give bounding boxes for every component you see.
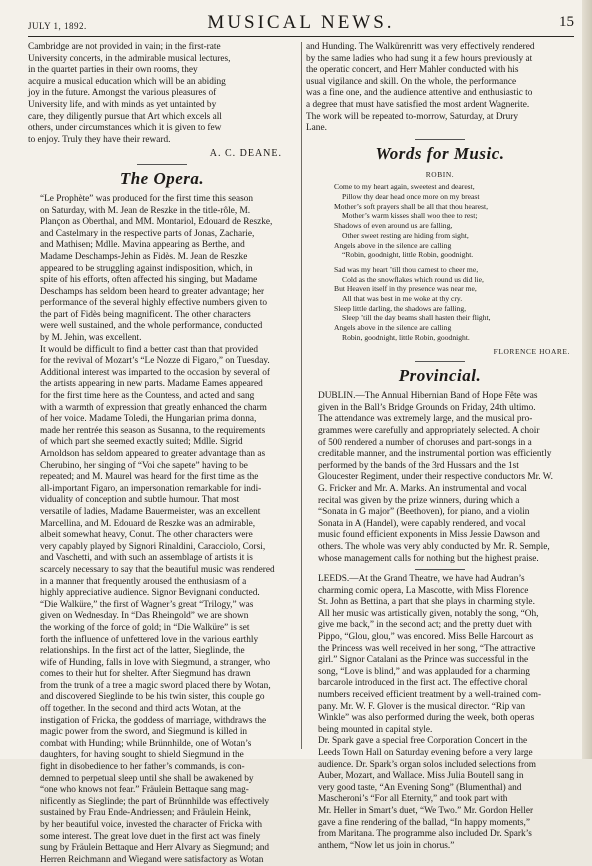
text-line: recital was given by the prize winners, during which a [318,495,520,506]
poem-line: All that was best in me woke at thy cry. [342,294,463,304]
opera-paragraph-prophete [28,194,296,345]
article-signature: A. C. DEANE. [209,148,282,160]
text-line: Cambridge are not provided in vain; in the first-rate [28,42,221,52]
text-line: whose management calls for nothing but the highest praise. [318,553,539,564]
page-header [28,8,574,37]
text-line: very good taste, “An Evening Song” (Blumenthal) and [318,782,522,793]
text-line: and Mathisen; Mdlle. Mavina appearing as Berthe, and [40,240,245,251]
section-separator [137,164,187,165]
text-line: DUBLIN.—The Annual Hibernian Band of Hope Fête was [318,391,538,402]
text-line: fight in disobedience to her father’s commands, is con- [40,762,245,773]
text-line: wife of Hunding, falls in love with Siegmund, a stranger, who [40,657,271,668]
poem-stanza [334,265,574,343]
poem-line: Angels above in the silence are calling [334,240,452,250]
text-line: very capably played by Signori Rinaldini, Caracciolo, Corsi, [40,541,266,552]
words-for-music-heading: Words for Music. [375,143,505,163]
masthead-title: MUSICAL NEWS. [207,12,395,33]
text-line: Cherubino, her singing of “Voi che sapete” having to be [40,460,248,471]
text-line: albeit somewhat heavy, Conut. The other characters were [40,530,253,541]
text-line: University concerts, in the admirable musical lectures, [28,53,231,64]
text-line: Winkle” was also performed during the week, both operas [318,713,535,724]
text-line: off together. In the second and third acts Wotan, at the [40,704,241,715]
text-line: others, under circumstances which it is given to few [28,123,222,134]
poem-line: “Robin, goodnight, little Robin, goodnight. [342,250,474,260]
text-line: and Hunding. The Walkürenritt was very effectively rendered [306,42,535,52]
poem-line: Mother’s soft prayers shall be all that thou hearest, [334,201,489,211]
text-line: The work will be repeated to-morrow, Saturday, at Drury [306,111,519,122]
text-line: performed by the bands of the 3rd Hussars and the 1st [318,460,519,471]
text-line: usual vigilance and skill. On the whole, the performance [306,76,517,87]
text-line: “one who knows not fear.” Fräulein Bettaque sang mag- [40,785,249,796]
text-line: girl.” Signor Catalani as the Prince was successful in the [318,655,529,666]
text-line: All her music was artistically given, notably the song, “Oh, [318,608,539,619]
right-column [306,42,574,851]
text-line: on Saturday, with M. Jean de Reszke in the title-rôle, M. [40,205,251,216]
text-line: to enjoy. Truly they have their reward. [28,134,171,145]
text-line: St. John as Bettina, a part that she plays in charming style. [318,597,535,608]
text-line: the Princess was well received in her song, “The attractive [318,643,536,654]
text-line: magic power from the sword, and Siegmund is killed in [40,727,248,738]
text-line: “Sonata in G major” (Beethoven), for piano, and a violin [318,507,530,518]
leeds-paragraph [306,574,574,736]
text-line: given on Wednesday. In “Das Rheingold” we are shown [40,611,249,622]
text-line: Auber, Mozart, and Wallace. Miss Julia Boutell sang in [318,771,524,782]
text-line: creditable manner, and the instrumental portion was efficiently [318,449,552,460]
text-line: audience. Dr. Spark’s organ solos included selections from [318,759,536,770]
left-column [28,42,296,865]
dublin-paragraph [306,391,574,565]
text-line: the operatic concert, and Herr Mahler conducted with his [306,65,519,76]
opera-heading: The Opera. [119,168,205,188]
text-line: Mascheroni’s “For all Eternity,” and took part with [318,794,508,805]
text-line: Arnoldson has seldom appeared to greater advantage than as [40,449,266,459]
text-line: Herren Reichmann and Wiegand were satisfactory as Wotan [40,854,264,865]
poem-line: Pillow thy dear head once more on my breast [342,192,480,202]
text-line: “Die Walküre,” the first of Wagner’s great “Trilogy,” was [40,599,254,610]
text-line: from Maritana. The programme also included Dr. Spark’s [318,829,532,840]
text-line: gave a fine rendering of the ballad, “In happy moments,” [318,817,530,828]
text-line: Sonata in A (Handel), were capably rendered, and vocal [318,518,526,529]
text-line: from the trunk of a tree a magic sword placed there by Wotan, [40,680,271,691]
text-line: others. The whole was very ably conducted by Mr. R. Semple, [318,541,550,552]
page-number: 15 [559,14,574,30]
text-line: acquire a musical education which will be an abiding [28,76,226,87]
text-line: Pippo, “Glou, glou,” was encored. Miss Belle Harcourt as [318,632,534,643]
text-line: of her voice. Madame Toledi, the Hungarian prima donna, [40,414,257,425]
page-binding-edge [582,0,592,759]
text-line: give me back,” in the second act; and the pretty duet with [318,620,532,631]
text-line: demned to perpetual sleep until she shall be awakened by [40,773,254,784]
spark-concert-paragraph [306,736,574,852]
text-line: and Castelmary in the respective parts of Jonas, Zacharie, [40,228,255,239]
text-line: sung by Fräulein Bettaque and Herr Alvary as Siegmund; and [40,843,270,854]
text-line: sustained by Frau Ende-Andriessen; and Fräulein Heink, [40,808,251,819]
text-line: Deschamps has seldom been heard to greater advantage; her [40,286,265,297]
university-paragraph [28,42,296,146]
text-line: music found efficient exponents in Miss Jessie Dawson and [318,530,540,541]
text-line: instigation of Fricka, the goddess of marriage, withdraws the [40,715,267,726]
text-line: were well sustained, and the whole performance, conducted [40,321,263,332]
section-separator [415,569,465,570]
text-line: barcarole introduced in the first act. The effective choral [318,678,528,689]
text-line: University life, and with minds as yet untainted by [28,99,217,110]
poem-stanza [334,182,574,260]
text-line: Mr. Heller in Smart’s duet, “We Two.” Mr. Gordon Heller [318,805,534,816]
text-line: charming comic opera, La Mascotte, with Miss Florence [318,585,529,596]
text-line: of 500 rendered a number of choruses and part-songs in a [318,437,532,448]
poem-signature: FLORENCE HOARE. [493,346,570,356]
section-separator [415,139,465,140]
text-line: some interest. The great love duet in the first act was finely [40,831,261,842]
text-line: anthem, “Now let us join in chorus.” [318,840,455,851]
text-line: The attendance was extremely large, and the musical pro- [318,414,533,425]
text-line: for the first time here as the Countess, and acted and sang [40,391,255,402]
text-line: forth the influence of unfettered love in the various earthly [40,634,259,645]
text-line: by her beautiful voice, invested the character of Fricka with [40,820,263,830]
column-divider [301,42,302,749]
text-line: the artists appearing in new parts. Madame Eames appeared [40,379,263,390]
text-line: G. Fricker and Mr. A. Marks. An instrumental and vocal [318,483,527,494]
poem-line: Come to my heart again, sweetest and dearest, [334,182,475,192]
opera-continued-paragraph [306,42,574,135]
text-line: relationships. In the first act of the latter, Sieglinde, the [40,646,245,657]
text-line: care, they diligently pursue that Art which excels all [28,111,222,122]
poem-line: Sleep ’till the day beams shall hasten their flight, [342,313,491,323]
text-line: joy in the future. Amongst the various pleasures of [28,88,217,99]
text-line: in a manner that frequently aroused the enthusiasm of a [40,576,247,587]
text-line: Additional interest was imparted to the occasion by several of [40,367,271,378]
text-line: Lane. [306,123,327,134]
text-line: Plançon as Oberthal, and MM. Montariol, Edouard de Reszke, [40,217,273,228]
text-line: of which part she seemed exactly suited; Mdlle. Sigrid [40,437,243,448]
text-line: made her rentrée this season as Susanna, to the requirements [40,425,266,436]
poem [334,182,574,342]
text-line: combat with Hunding; while Brünnhilde, one of Wotan’s [40,738,252,749]
poem-line: Angels above in the silence are calling [334,323,452,333]
text-line: comes to their hut for shelter. After Siegmund has drawn [40,669,251,680]
text-line: Marcellina, and M. Edouard de Reszke was an admirable, [40,518,256,529]
text-line: a degree that must have satisfied the most ardent Wagnerite. [306,99,530,110]
text-line: and discovered Sieglinde to be his twin sister, this couple go [40,692,265,703]
text-line: the working of the force of gold; in “Die Walküre” is set [40,622,250,633]
text-line: by M. Jehin, was excellent. [40,333,142,344]
text-line: all-important Figaro, an impersonation remarkable for indi- [40,483,262,494]
text-line: given in the Ball’s Bridge Grounds on Friday, 24th ultimo. [318,402,536,413]
text-line: grammes were carefully and appropriately selected. A choir [318,425,540,436]
text-line: song, “Love is blind,” and was applauded for a charming [318,666,530,677]
text-line: Dr. Spark gave a special free Corporation Concert in the [318,736,528,747]
text-line: pany. Mr. W. F. Glover is the musical director. “Rip van [318,701,526,712]
text-line: It would be difficult to find a better cast than that provided [40,344,258,355]
text-line: by the same ladies who had sung it a few hours previously at [306,53,533,64]
poem-line: Mother’s warm kisses shall woo thee to rest; [342,211,478,221]
text-line: with a warmth of expression that greatly enhanced the charm [40,402,267,413]
text-line: highly appreciative audience. Signor Bevignani conducted. [40,588,260,599]
poem-line: Shadows of even around us are falling, [334,221,453,231]
section-separator [415,361,465,362]
text-line: and Vaschetti, and with such an assemblage of artists it is [40,553,253,564]
poem-title: ROBIN. [425,169,455,179]
text-line: being mounted in capital style. [318,724,433,735]
text-line: repeated; and M. Maurel was heard for the first time as the [40,472,259,483]
text-line: performance of the several highly effective numbers given to [40,298,267,309]
provincial-heading: Provincial. [398,366,482,386]
text-line: LEEDS.—At the Grand Theatre, we have had Audran’s [318,574,525,585]
poem-line: Sad was my heart ’till thou camest to cheer me, [334,264,479,274]
opera-paragraph-figaro [28,345,296,600]
text-line: numbers received efficient treatment by a well-trained com- [318,690,542,701]
text-line: versatile of ladies, Madame Bauermeister, was an excellent [40,506,261,517]
text-line: Gloucester Regiment, under their respective conductors Mr. W. [318,472,553,483]
text-line: spite of his efforts, often affected his singing, but Madame [40,275,258,286]
text-line: scarcely necessary to say that the beautiful music was rendered [40,564,275,575]
text-line: Madame Deschamps-Jehin as Fidès. M. Jean de Reszke [40,251,248,262]
text-line: appeared to be struggling against indisposition, which, in [40,263,253,274]
poem-line: Robin, goodnight, little Robin, goodnight. [342,332,470,342]
text-line: nificently as Sieglinde; the part of Brünnhilde was effectively [40,796,270,807]
text-line: viduality of conception and subtle humour. That most [40,495,240,506]
text-line: daughters, for having sought to shield Siegmund in the [40,750,244,761]
text-line: “Le Prophète” was produced for the first time this season [40,193,253,204]
poem-line: Cold as the snowflakes which round us did lie, [342,274,484,284]
text-line: for the revival of Mozart’s “Le Nozze di Figaro,” on Tuesday. [40,356,270,367]
text-line: Leeds Town Hall on Saturday evening before a very large [318,748,533,758]
text-line: the part of Fidès being magnificent. The other characters [40,309,251,320]
issue-date: JULY 1, 1892. [28,21,87,31]
poem-line: But Heaven itself in thy presence was near me, [334,284,477,294]
text-line: was a fine one, and the audience attentive and enthusiastic to [306,88,533,99]
poem-line: Sleep little darling, the shadows are falling, [334,303,467,313]
opera-paragraph-walkure [28,600,296,866]
text-line: in the quartet parties in their own rooms, they [28,65,198,76]
poem-line: Other sweet resting are hiding from sight, [342,230,469,240]
